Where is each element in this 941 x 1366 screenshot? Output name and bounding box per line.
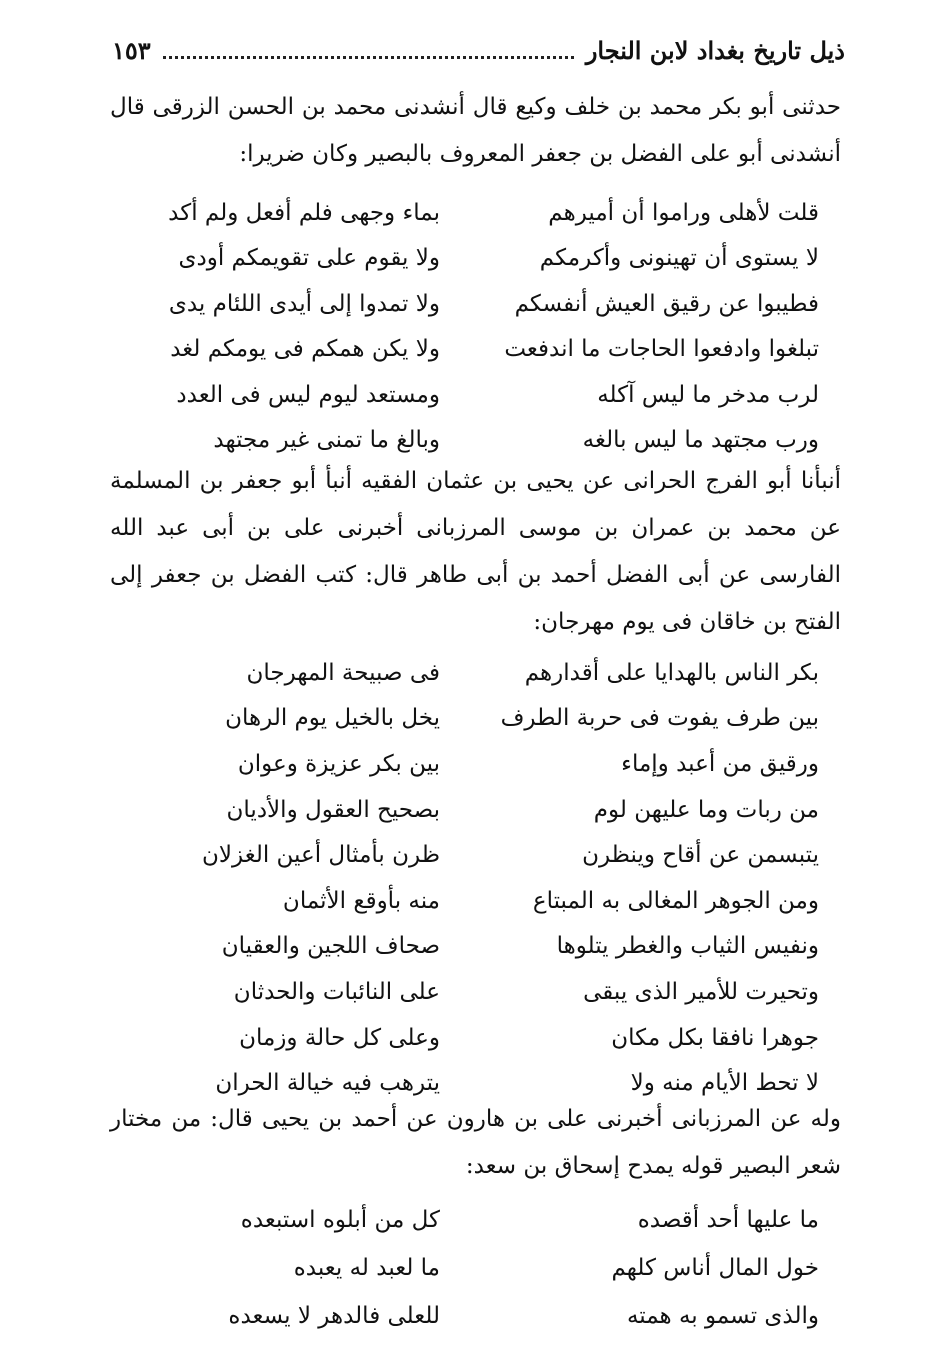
verse-line [140, 878, 819, 924]
verse-first-hemistich: بين طرف يفوت فى حربة الطرف [500, 705, 819, 732]
verse-first-hemistich: ومن الجوهر المغالى به المبتاع [532, 887, 819, 914]
verse-second-hemistich: منه بأوقع الأثمان [282, 887, 440, 914]
verse-second-hemistich: ظرن بأمثال أعين الغزلان [202, 842, 440, 869]
verse-second-hemistich: على النائبات والحدثان [233, 978, 440, 1005]
page-number: ١٥٣ [112, 35, 151, 65]
verse-first-hemistich: من ربات وما عليهن لوم [593, 796, 819, 823]
verse-line [140, 832, 819, 878]
verse-second-hemistich: ولا يكن همكم فى يومكم لغد [170, 336, 440, 363]
header-leader-dots [163, 42, 574, 59]
verse-first-hemistich: جوهرا نافقا بكل مكان [611, 1024, 819, 1051]
verse-second-hemistich: ما لعبد له يعبده [293, 1255, 440, 1281]
verse-second-hemistich: ولا يقوم على تقويمكم أودى [178, 245, 440, 272]
verse-line [140, 696, 819, 742]
header-title: ذيل تاريخ بغداد لابن النجار [585, 35, 845, 65]
verse-first-hemistich: ورقيق من أعبد وإماء [621, 750, 819, 777]
verse-first-hemistich: ورب مجتهد ما ليس بالغه [582, 427, 819, 454]
verse-line [140, 372, 819, 418]
verse-second-hemistich: وعلى كل حالة وزمان [239, 1024, 440, 1051]
verse-second-hemistich: صحاف اللجين والعقيان [221, 933, 440, 960]
verse-first-hemistich: فطيبوا عن رقيق العيش أنفسكم [514, 290, 819, 317]
verse-line [140, 281, 819, 327]
verse-second-hemistich: فى صبيحة المهرجان [246, 659, 440, 686]
verse-line [140, 969, 819, 1015]
verse-first-hemistich: خول المال أناس كلهم [611, 1255, 819, 1281]
verse-second-hemistich: يخل بالخيل يوم الرهان [225, 705, 440, 732]
verse-line [140, 1196, 819, 1244]
running-header [112, 28, 845, 72]
verse-first-hemistich: لرب مدخر ما ليس آكله [597, 381, 819, 408]
verse-line [140, 741, 819, 787]
verse-second-hemistich: بصحيح العقول والأديان [226, 796, 440, 823]
verse-first-hemistich: ما عليها أحد أقصده [637, 1207, 819, 1233]
verse-second-hemistich: ومستعد ليوم ليس فى العدد [176, 381, 440, 408]
verse-line [140, 1015, 819, 1061]
verse-second-hemistich: يترهب فيه خيالة الحران [215, 1070, 440, 1097]
verse-first-hemistich: لا يستوى أن تهينونى وأكرمكم [539, 245, 819, 272]
verse-second-hemistich: ولا تمدوا إلى أيدى اللئام يدى [168, 290, 440, 317]
verse-line [140, 924, 819, 970]
poem-1 [140, 190, 819, 463]
verse-first-hemistich: وتحيرت للأمير الذى يبقى [583, 978, 819, 1005]
verse-second-hemistich: بماء وجهى فلم أفعل ولم أكد [168, 199, 440, 226]
poem-3 [140, 1196, 819, 1340]
verse-second-hemistich: بين بكر عزيزة وعوان [237, 750, 440, 777]
verse-second-hemistich: للعلى فالدهر لا يسعده [228, 1303, 440, 1329]
paragraph-intro-3: وله عن المرزبانى أخبرنى على بن هارون عن أحمد بن يحيى قال: من مختار شعر البصير قوله يمدح إسحاق بن سعد: [110, 1106, 841, 1179]
poem-2 [140, 650, 819, 1106]
verse-first-hemistich: قلت لأهلى وراموا أن أميرهم [548, 199, 819, 226]
verse-line [140, 327, 819, 373]
verse-first-hemistich: يتبسمن عن أقاح وينظرن [582, 842, 819, 869]
verse-first-hemistich: تبلغوا وادفعوا الحاجات ما اندفعت [504, 336, 819, 363]
verse-line [140, 236, 819, 282]
verse-line [140, 650, 819, 696]
paragraph-intro-1: حدثنى أبو بكر محمد بن خلف وكيع قال أنشدنى محمد بن الحسن الزرقى قال أنشدنى أبو على الفضل بن جعفر المعروف بالبصير وكان ضريرا: [110, 94, 841, 167]
paragraph-intro-2: أنبأنا أبو الفرج الحرانى عن يحيى بن عثمان الفقيه أنبأ أبو جعفر بن المسلمة عن محمد بن عمران بن موسى المرزبانى أخبرنى على بن أبى عبد الله الفارسى عن أبى الفضل أحمد بن أبى طاهر قال: كتب الفضل بن جعفر إلى الفتح بن خاقان فى يوم مهرجان: [110, 468, 841, 635]
verse-second-hemistich: وبالغ ما تمنى غير مجتهد [213, 427, 440, 454]
verse-line [140, 787, 819, 833]
verse-line [140, 1292, 819, 1340]
verse-line [140, 1244, 819, 1292]
verse-line [140, 190, 819, 236]
verse-line [140, 418, 819, 464]
verse-first-hemistich: والذى تسمو به همته [626, 1303, 819, 1329]
verse-second-hemistich: كل من أبلوه استبعده [240, 1207, 440, 1233]
verse-first-hemistich: ونفيس الثياب والغطر يتلوها [556, 933, 819, 960]
verse-first-hemistich: بكر الناس بالهدايا على أقدارهم [524, 659, 819, 686]
verse-first-hemistich: لا تحط الأيام منه ولا [630, 1070, 819, 1097]
